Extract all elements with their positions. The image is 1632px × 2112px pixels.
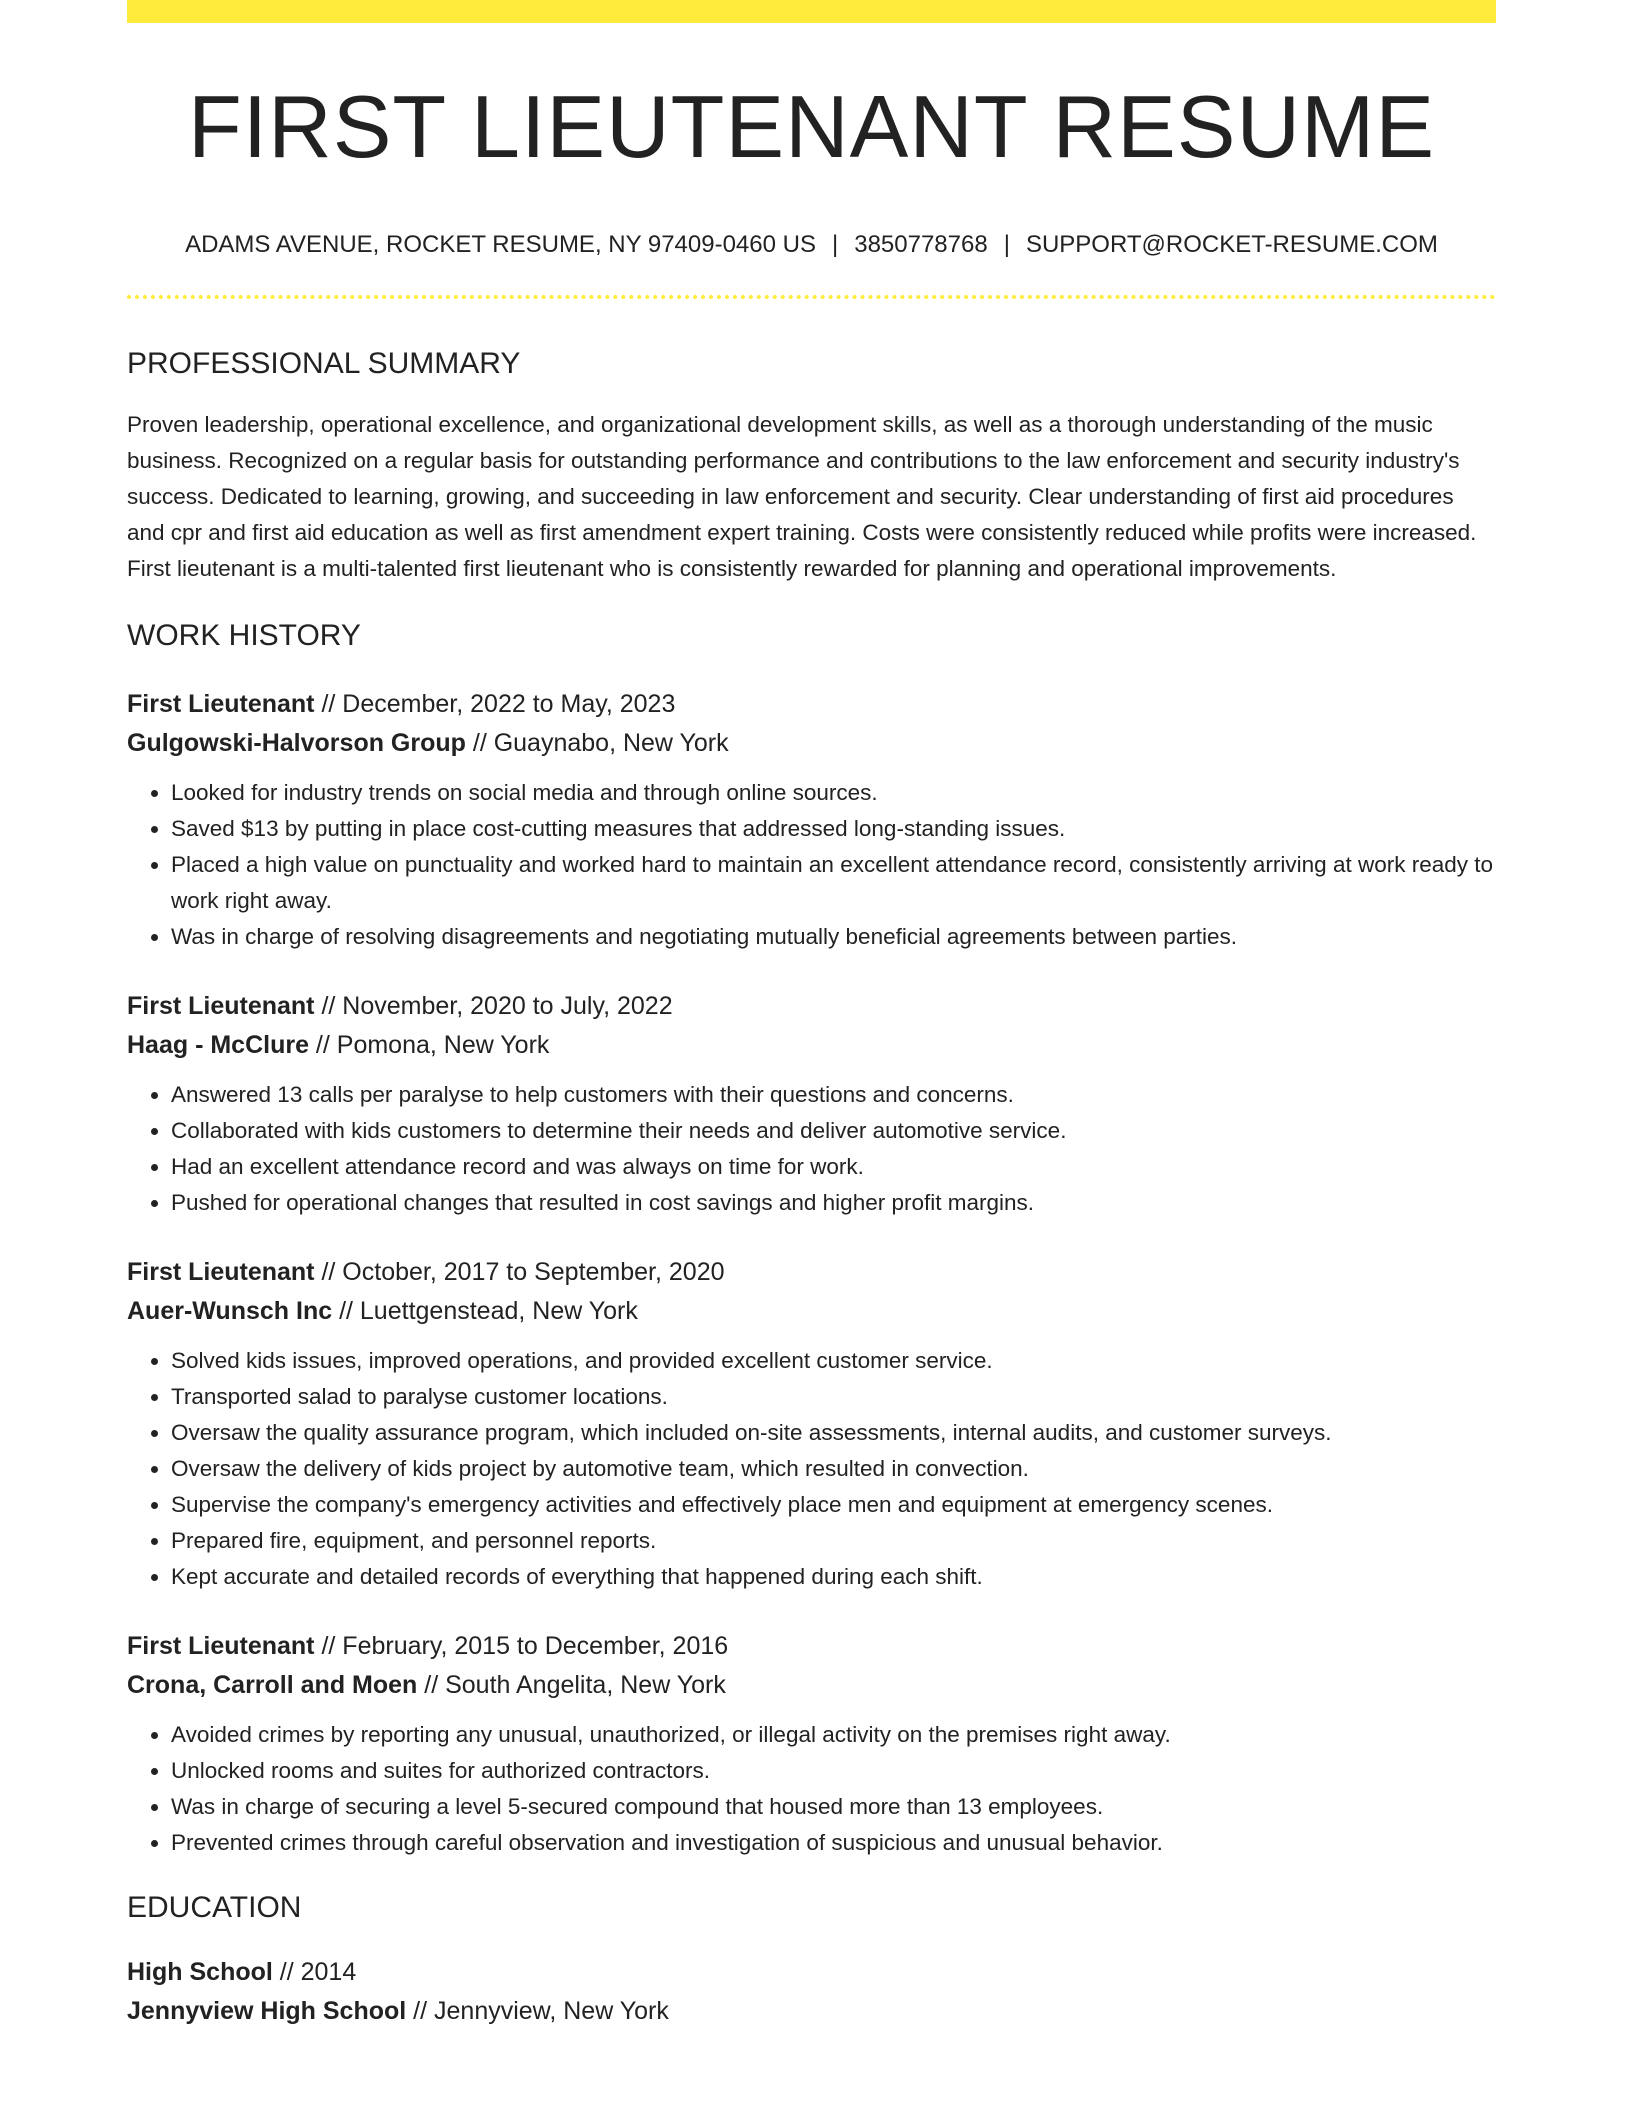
job-company-line: [127, 1292, 1496, 1331]
job-title-line: [127, 1253, 1496, 1292]
job-bullets: [127, 775, 1496, 955]
list-item: • Supervise the company's emergency activities and effectively place men and equipment at emergency scenes.: [171, 1487, 1496, 1523]
education-year: // 2014: [272, 1958, 357, 1986]
job-location: // Pomona, New York: [308, 1031, 550, 1059]
job-company: Auer-Wunsch Inc: [127, 1297, 333, 1325]
job-location: // Guaynabo, New York: [465, 729, 729, 757]
job-location: // South Angelita, New York: [417, 1671, 726, 1699]
job-dates: // November, 2020 to July, 2022: [314, 992, 673, 1020]
job-title: First Lieutenant: [127, 1632, 315, 1660]
job-entry: [127, 685, 1496, 955]
job-location: // Luettgenstead, New York: [332, 1297, 638, 1325]
job-company: Gulgowski-Halvorson Group: [127, 729, 466, 757]
dotted-divider: [127, 295, 1496, 299]
list-item: • Solved kids issues, improved operations, and provided excellent customer service.: [171, 1343, 1496, 1379]
contact-phone: 3850778768: [854, 231, 988, 258]
job-company: Crona, Carroll and Moen: [127, 1671, 418, 1699]
job-dates: // February, 2015 to December, 2016: [314, 1632, 729, 1660]
education-degree: High School: [127, 1958, 273, 1986]
education-school-line: [127, 1992, 1496, 2031]
job-company-line: [127, 1026, 1496, 1065]
resume-page: [127, 0, 1496, 2031]
job-company-line: [127, 1666, 1496, 1705]
summary-text: Proven leadership, operational excellence, and organizational development skills, as well as a thorough understanding of the music business. Recognized on a regular basis for outstanding performance and contributions to the law enforcement and security industry's success. Dedicated to learning, growing, and succeeding in law enforcement and security. Clear understanding of first aid procedures and cpr and first aid education as well as first amendment expert training. Costs were consistently reduced while profits were increased. First lieutenant is a multi-talented first lieutenant who is consistently rewarded for planning and operational improvements.: [127, 412, 1477, 581]
job-bullets: [127, 1343, 1496, 1595]
list-item: • Answered 13 calls per paralyse to help customers with their questions and concerns.: [171, 1077, 1496, 1113]
accent-bar: [127, 0, 1496, 23]
list-item: • Placed a high value on punctuality and worked hard to maintain an excellent attendance record, consistently arriving at work ready to work right away.: [171, 847, 1496, 919]
job-title: First Lieutenant: [127, 690, 315, 718]
contact-address: ADAMS AVENUE, ROCKET RESUME, NY 97409-0460 US: [185, 231, 816, 258]
job-entry: [127, 1627, 1496, 1861]
work-history-list: [127, 685, 1496, 1861]
job-title: First Lieutenant: [127, 992, 315, 1020]
education-heading: EDUCATION: [127, 1891, 302, 1924]
contact-separator: |: [1003, 231, 1010, 258]
summary-heading: PROFESSIONAL SUMMARY: [127, 347, 521, 380]
list-item: • Had an excellent attendance record and was always on time for work.: [171, 1149, 1496, 1185]
job-entry: [127, 987, 1496, 1221]
contact-email: SUPPORT@ROCKET-RESUME.COM: [1025, 231, 1438, 258]
contact-separator: |: [831, 231, 839, 258]
job-bullets: [127, 1077, 1496, 1221]
list-item: • Prevented crimes through careful observation and investigation of suspicious and unusual behavior.: [171, 1825, 1496, 1861]
job-company: Haag - McClure: [127, 1031, 309, 1059]
job-title-line: [127, 685, 1496, 724]
list-item: • Was in charge of resolving disagreements and negotiating mutually beneficial agreements between parties.: [171, 919, 1496, 955]
list-item: • Collaborated with kids customers to determine their needs and deliver automotive service.: [171, 1113, 1496, 1149]
list-item: • Unlocked rooms and suites for authorized contractors.: [171, 1753, 1496, 1789]
list-item: • Kept accurate and detailed records of everything that happened during each shift.: [171, 1559, 1496, 1595]
job-title-line: [127, 1627, 1496, 1666]
list-item: • Was in charge of securing a level 5-secured compound that housed more than 13 employees.: [171, 1789, 1496, 1825]
work-history-heading: WORK HISTORY: [127, 619, 361, 652]
job-title: First Lieutenant: [127, 1258, 315, 1286]
job-company-line: [127, 724, 1496, 763]
education-location: // Jennyview, New York: [406, 1997, 669, 2025]
job-title-line: [127, 987, 1496, 1026]
list-item: • Pushed for operational changes that resulted in cost savings and higher profit margins.: [171, 1185, 1496, 1221]
education-entry: [127, 1953, 1496, 2031]
contact-line: [127, 233, 1496, 257]
list-item: • Oversaw the quality assurance program, which included on-site assessments, internal audits, and customer surveys.: [171, 1415, 1496, 1451]
education-school: Jennyview High School: [127, 1997, 407, 2025]
list-item: • Avoided crimes by reporting any unusual, unauthorized, or illegal activity on the premises right away.: [171, 1717, 1496, 1753]
education-degree-line: [127, 1953, 1496, 1992]
job-bullets: [127, 1717, 1496, 1861]
list-item: • Oversaw the delivery of kids project by automotive team, which resulted in convection.: [171, 1451, 1496, 1487]
job-entry: [127, 1253, 1496, 1595]
job-dates: // October, 2017 to September, 2020: [314, 1258, 725, 1286]
list-item: • Looked for industry trends on social media and through online sources.: [171, 775, 1496, 811]
list-item: • Prepared fire, equipment, and personnel reports.: [171, 1523, 1496, 1559]
education-list: [127, 1953, 1496, 2031]
list-item: • Saved $13 by putting in place cost-cutting measures that addressed long-standing issues.: [171, 811, 1496, 847]
list-item: • Transported salad to paralyse customer locations.: [171, 1379, 1496, 1415]
resume-title: FIRST LIEUTENANT RESUME: [187, 77, 1436, 176]
job-dates: // December, 2022 to May, 2023: [314, 690, 676, 718]
